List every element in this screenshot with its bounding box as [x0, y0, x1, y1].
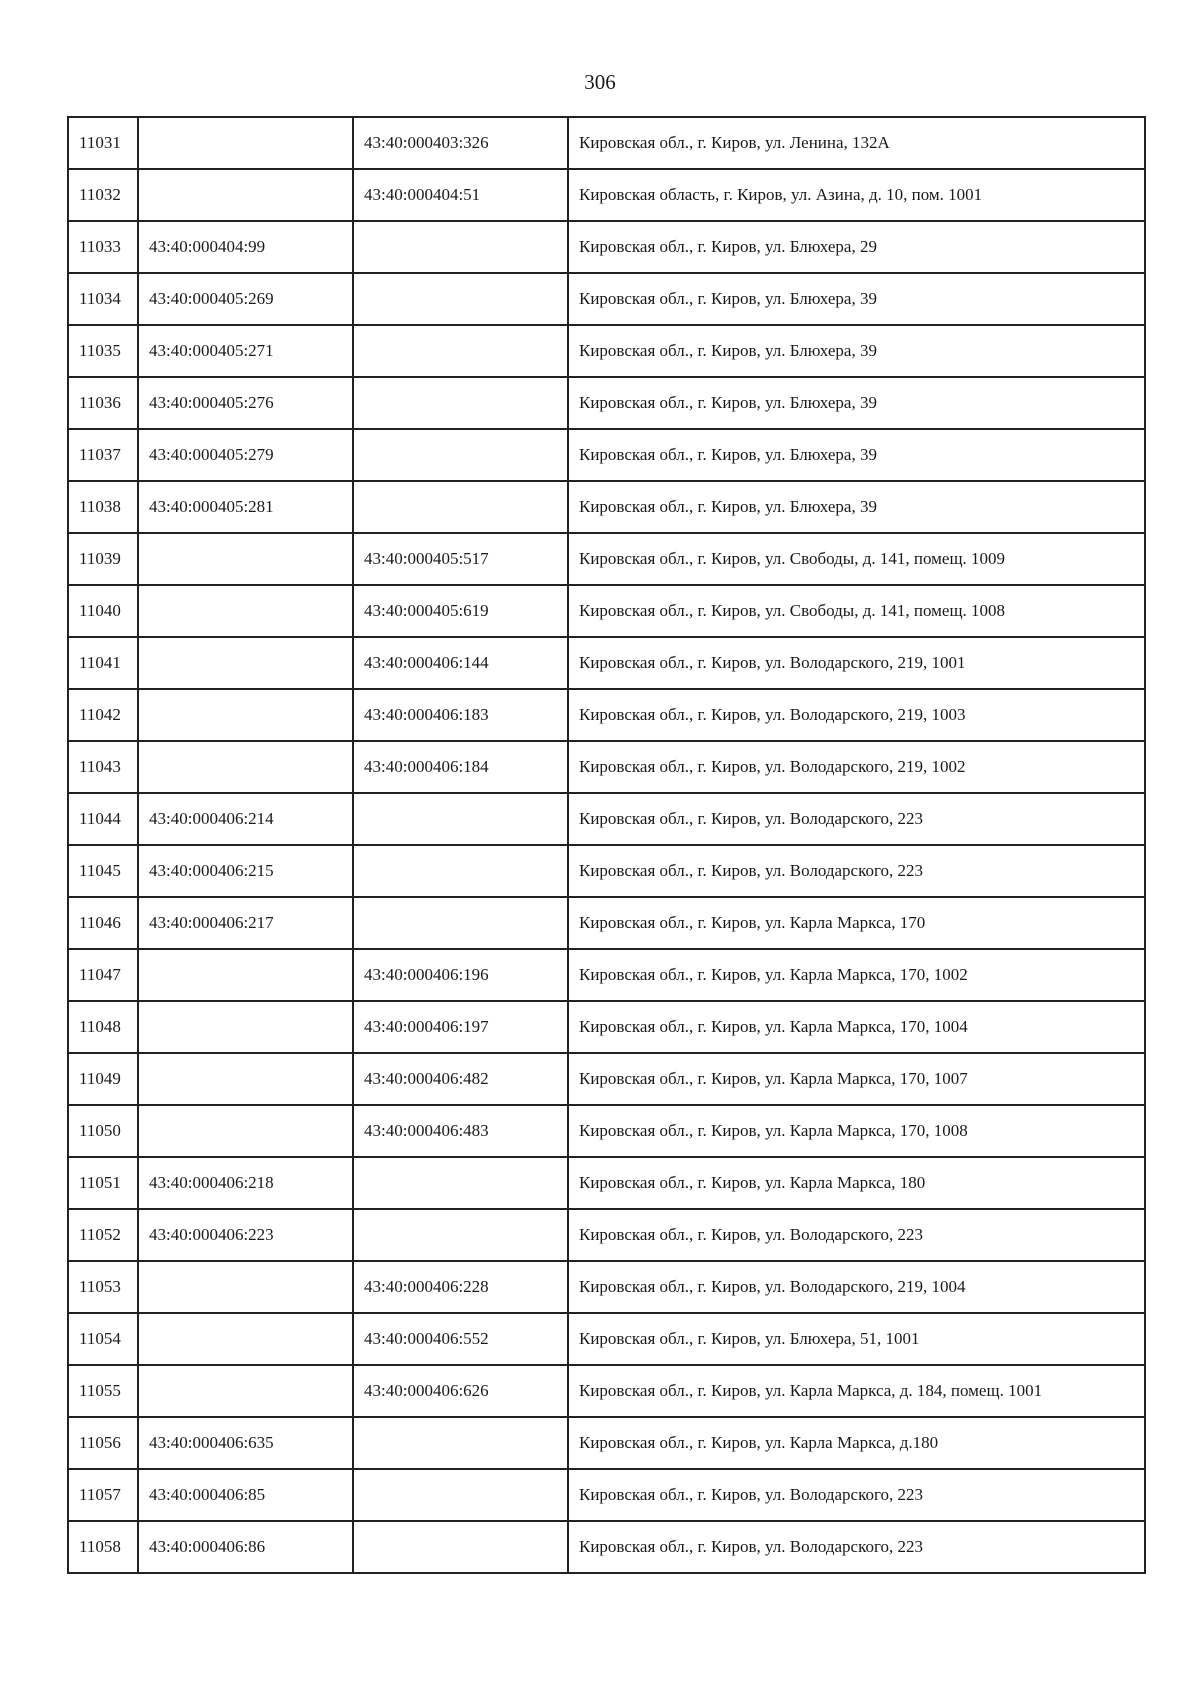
land-cadastral-number — [138, 1105, 353, 1157]
building-cadastral-number: 43:40:000406:482 — [353, 1053, 568, 1105]
row-number: 11054 — [68, 1313, 138, 1365]
building-cadastral-number: 43:40:000404:51 — [353, 169, 568, 221]
row-number: 11041 — [68, 637, 138, 689]
land-cadastral-number — [138, 1053, 353, 1105]
row-number: 11038 — [68, 481, 138, 533]
row-number: 11052 — [68, 1209, 138, 1261]
building-cadastral-number: 43:40:000406:196 — [353, 949, 568, 1001]
table-row — [68, 1313, 1145, 1365]
building-cadastral-number — [353, 325, 568, 377]
row-number: 11032 — [68, 169, 138, 221]
building-cadastral-number — [353, 1469, 568, 1521]
table-row — [68, 1001, 1145, 1053]
row-number: 11039 — [68, 533, 138, 585]
building-cadastral-number: 43:40:000406:552 — [353, 1313, 568, 1365]
table-row — [68, 689, 1145, 741]
land-cadastral-number: 43:40:000404:99 — [138, 221, 353, 273]
address: Кировская обл., г. Киров, ул. Володарского, 223 — [568, 1209, 1145, 1261]
building-cadastral-number — [353, 273, 568, 325]
building-cadastral-number — [353, 897, 568, 949]
building-cadastral-number — [353, 1521, 568, 1573]
land-cadastral-number: 43:40:000405:279 — [138, 429, 353, 481]
land-cadastral-number — [138, 741, 353, 793]
row-number: 11031 — [68, 117, 138, 169]
land-cadastral-number: 43:40:000406:217 — [138, 897, 353, 949]
table-row — [68, 793, 1145, 845]
building-cadastral-number — [353, 429, 568, 481]
address: Кировская обл., г. Киров, ул. Володарского, 219, 1003 — [568, 689, 1145, 741]
row-number: 11044 — [68, 793, 138, 845]
table-row — [68, 325, 1145, 377]
row-number: 11050 — [68, 1105, 138, 1157]
land-cadastral-number: 43:40:000405:269 — [138, 273, 353, 325]
land-cadastral-number: 43:40:000406:85 — [138, 1469, 353, 1521]
building-cadastral-number: 43:40:000406:144 — [353, 637, 568, 689]
registry-table — [67, 116, 1146, 1574]
table-row — [68, 1157, 1145, 1209]
address: Кировская обл., г. Киров, ул. Блюхера, 39 — [568, 273, 1145, 325]
table-row — [68, 1469, 1145, 1521]
address: Кировская обл., г. Киров, ул. Карла Маркса, 170, 1008 — [568, 1105, 1145, 1157]
page-number: 306 — [584, 70, 616, 94]
address: Кировская обл., г. Киров, ул. Володарского, 223 — [568, 845, 1145, 897]
land-cadastral-number: 43:40:000405:276 — [138, 377, 353, 429]
land-cadastral-number — [138, 1313, 353, 1365]
table-row — [68, 949, 1145, 1001]
address: Кировская обл., г. Киров, ул. Карла Маркса, 180 — [568, 1157, 1145, 1209]
building-cadastral-number — [353, 1417, 568, 1469]
table-row — [68, 897, 1145, 949]
building-cadastral-number — [353, 481, 568, 533]
table-row — [68, 169, 1145, 221]
row-number: 11037 — [68, 429, 138, 481]
row-number: 11034 — [68, 273, 138, 325]
address: Кировская обл., г. Киров, ул. Блюхера, 39 — [568, 377, 1145, 429]
table-row — [68, 845, 1145, 897]
building-cadastral-number: 43:40:000406:184 — [353, 741, 568, 793]
address: Кировская обл., г. Киров, ул. Володарского, 219, 1001 — [568, 637, 1145, 689]
land-cadastral-number — [138, 117, 353, 169]
row-number: 11033 — [68, 221, 138, 273]
land-cadastral-number: 43:40:000406:635 — [138, 1417, 353, 1469]
address: Кировская обл., г. Киров, ул. Карла Маркса, 170 — [568, 897, 1145, 949]
registry-table-body — [68, 117, 1145, 1573]
land-cadastral-number: 43:40:000406:86 — [138, 1521, 353, 1573]
row-number: 11036 — [68, 377, 138, 429]
address: Кировская обл., г. Киров, ул. Володарского, 223 — [568, 1521, 1145, 1573]
building-cadastral-number — [353, 1209, 568, 1261]
address: Кировская обл., г. Киров, ул. Карла Маркса, 170, 1004 — [568, 1001, 1145, 1053]
address: Кировская обл., г. Киров, ул. Блюхера, 51, 1001 — [568, 1313, 1145, 1365]
address: Кировская обл., г. Киров, ул. Володарского, 219, 1004 — [568, 1261, 1145, 1313]
row-number: 11035 — [68, 325, 138, 377]
row-number: 11040 — [68, 585, 138, 637]
land-cadastral-number — [138, 689, 353, 741]
table-row — [68, 1053, 1145, 1105]
row-number: 11048 — [68, 1001, 138, 1053]
row-number: 11047 — [68, 949, 138, 1001]
row-number: 11046 — [68, 897, 138, 949]
land-cadastral-number — [138, 1365, 353, 1417]
address: Кировская обл., г. Киров, ул. Карла Маркса, д. 184, помещ. 1001 — [568, 1365, 1145, 1417]
land-cadastral-number — [138, 169, 353, 221]
address: Кировская обл., г. Киров, ул. Володарского, 223 — [568, 1469, 1145, 1521]
address: Кировская обл., г. Киров, ул. Володарского, 219, 1002 — [568, 741, 1145, 793]
building-cadastral-number — [353, 1157, 568, 1209]
table-row — [68, 273, 1145, 325]
table-row — [68, 1209, 1145, 1261]
table-row — [68, 377, 1145, 429]
building-cadastral-number: 43:40:000406:197 — [353, 1001, 568, 1053]
table-row — [68, 117, 1145, 169]
land-cadastral-number — [138, 533, 353, 585]
building-cadastral-number: 43:40:000406:483 — [353, 1105, 568, 1157]
building-cadastral-number — [353, 377, 568, 429]
table-row — [68, 1261, 1145, 1313]
address: Кировская обл., г. Киров, ул. Блюхера, 29 — [568, 221, 1145, 273]
land-cadastral-number — [138, 585, 353, 637]
table-row — [68, 585, 1145, 637]
building-cadastral-number — [353, 221, 568, 273]
building-cadastral-number — [353, 793, 568, 845]
table-row — [68, 1521, 1145, 1573]
row-number: 11049 — [68, 1053, 138, 1105]
table-row — [68, 533, 1145, 585]
building-cadastral-number: 43:40:000406:626 — [353, 1365, 568, 1417]
row-number: 11043 — [68, 741, 138, 793]
table-row — [68, 481, 1145, 533]
land-cadastral-number: 43:40:000406:218 — [138, 1157, 353, 1209]
row-number: 11051 — [68, 1157, 138, 1209]
land-cadastral-number: 43:40:000405:271 — [138, 325, 353, 377]
land-cadastral-number — [138, 1001, 353, 1053]
row-number: 11057 — [68, 1469, 138, 1521]
table-row — [68, 1105, 1145, 1157]
row-number: 11053 — [68, 1261, 138, 1313]
row-number: 11058 — [68, 1521, 138, 1573]
address: Кировская обл., г. Киров, ул. Карла Маркса, 170, 1002 — [568, 949, 1145, 1001]
address: Кировская обл., г. Киров, ул. Свободы, д. 141, помещ. 1008 — [568, 585, 1145, 637]
land-cadastral-number: 43:40:000406:223 — [138, 1209, 353, 1261]
table-row — [68, 221, 1145, 273]
land-cadastral-number: 43:40:000406:214 — [138, 793, 353, 845]
building-cadastral-number: 43:40:000405:619 — [353, 585, 568, 637]
building-cadastral-number: 43:40:000403:326 — [353, 117, 568, 169]
land-cadastral-number — [138, 949, 353, 1001]
row-number: 11055 — [68, 1365, 138, 1417]
address: Кировская обл., г. Киров, ул. Ленина, 132А — [568, 117, 1145, 169]
address: Кировская обл., г. Киров, ул. Володарского, 223 — [568, 793, 1145, 845]
table-row — [68, 429, 1145, 481]
building-cadastral-number — [353, 845, 568, 897]
building-cadastral-number: 43:40:000406:183 — [353, 689, 568, 741]
table-row — [68, 741, 1145, 793]
address: Кировская обл., г. Киров, ул. Карла Маркса, д.180 — [568, 1417, 1145, 1469]
address: Кировская обл., г. Киров, ул. Блюхера, 39 — [568, 325, 1145, 377]
address: Кировская обл., г. Киров, ул. Блюхера, 39 — [568, 429, 1145, 481]
row-number: 11045 — [68, 845, 138, 897]
row-number: 11056 — [68, 1417, 138, 1469]
land-cadastral-number: 43:40:000406:215 — [138, 845, 353, 897]
land-cadastral-number — [138, 637, 353, 689]
building-cadastral-number: 43:40:000405:517 — [353, 533, 568, 585]
table-row — [68, 637, 1145, 689]
address: Кировская область, г. Киров, ул. Азина, д. 10, пом. 1001 — [568, 169, 1145, 221]
row-number: 11042 — [68, 689, 138, 741]
address: Кировская обл., г. Киров, ул. Блюхера, 39 — [568, 481, 1145, 533]
building-cadastral-number: 43:40:000406:228 — [353, 1261, 568, 1313]
table-row — [68, 1365, 1145, 1417]
land-cadastral-number — [138, 1261, 353, 1313]
address: Кировская обл., г. Киров, ул. Свободы, д. 141, помещ. 1009 — [568, 533, 1145, 585]
land-cadastral-number: 43:40:000405:281 — [138, 481, 353, 533]
table-row — [68, 1417, 1145, 1469]
address: Кировская обл., г. Киров, ул. Карла Маркса, 170, 1007 — [568, 1053, 1145, 1105]
